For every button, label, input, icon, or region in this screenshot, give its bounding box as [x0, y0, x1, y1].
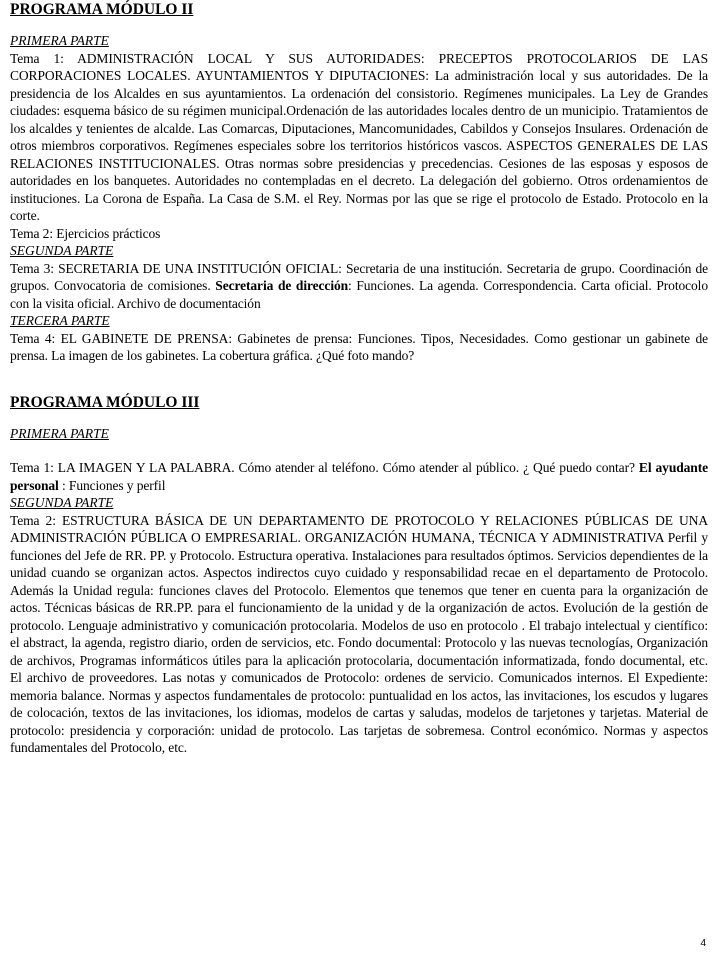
- module-2-tema-1: Tema 1: ADMINISTRACIÓN LOCAL Y SUS AUTORIDADES: PRECEPTOS PROTOCOLARIOS DE LAS CORPORACIONES LOCALES. AYUNTAMIENTOS Y DIPUTACIONES: La administración local y sus autoridades. De la presidencia de los Alcaldes en sus ayuntamientos. La ordenación del consistorio. Regímenes municipales. La Ley de Grandes ciudades: esquema básico de su régimen municipal.Ordenación de las autoridades locales dentro de un municipio. Tratamientos de los alcaldes y tenientes de alcalde. Las Comarcas, Diputaciones, Mancomunidades, Cabildos y Consejos Insulares. Ordenación de otros miembros corporativos. Regímenes especiales sobre los territorios históricos vascos. ASPECTOS GENERALES DE LAS RELACIONES INSTITUCIONALES. Otras normas sobre presidencias y precedencias. Cesiones de las esposas y esposos de autoridades en los banquetes. Autoridades no contempladas en el decreto. La delegación del gobierno. Otros ordenamientos de instituciones. La Corona de España. La Casa de S.M. el Rey. Normas por las que se rige el protocolo de Estado. Protocolo en la corte.: [10, 50, 708, 223]
- document-page: [10, 0, 708, 757]
- module-2-tema-3-text-c: : Funciones. La agenda. Correspondencia. Carta oficial. Protocolo con la visita oficial. Archivo de documentación: [10, 278, 708, 311]
- module-2-part-1-heading: PRIMERA PARTE: [10, 33, 109, 48]
- module-2-title: PROGRAMA MÓDULO II: [10, 1, 194, 18]
- module-3-part-1-heading: PRIMERA PARTE: [10, 425, 109, 441]
- module-2-part-3-heading: TERCERA PARTE: [10, 313, 110, 328]
- module-2-tema-2: Tema 2: Ejercicios prácticos: [10, 225, 161, 241]
- module-3-part-2-heading: SEGUNDA PARTE: [10, 495, 114, 510]
- page-number: 4: [700, 938, 706, 949]
- module-3-tema-1-text-c: : Funciones y perfil: [58, 477, 166, 493]
- module-2-tema-4: Tema 4: EL GABINETE DE PRENSA: Gabinetes de prensa: Funciones. Tipos, Necesidades. Como gestionar un gabinete de prensa. La imagen de los gabinetes. La cobertura gráfica. ¿Qué foto mando?: [10, 330, 708, 363]
- module-3-tema-2: Tema 2: ESTRUCTURA BÁSICA DE UN DEPARTAMENTO DE PROTOCOLO Y RELACIONES PÚBLICAS DE UNA ADMINISTRACIÓN PÚBLICA O EMPRESARIAL. ORGANIZACIÓN HUMANA, TÉCNICA Y ADMINISTRATIVA Perfil y funciones del Jefe de RR. PP. y Protocolo. Estructura operativa. Instalaciones para resultados óptimos. Servicios dependientes de la unidad cuando se organizan actos. Aspectos indirectos cuyo cuidado y responsabilidad recae en el departamento de Protocolo. Además la Unidad regula: funciones claves del Protocolo. Elementos que tenemos que tener en cuenta para la organización de actos. Técnicas básicas de RR.PP. para el funcionamiento de la unidad y de la organización de actos. Evolución de la gestión de protocolo. Lenguaje administrativo y comunicación protocolaria. Modelos de uso en protocolo . El trabajo intelectual y científico: el abstract, la agenda, registro diario, orden de servicios, etc. Fondo documental: Protocolo y las nuevas tecnologías, Organización de archivos, Programas informáticos útiles para la aplicación protocolaria, documentación informatizada, fondo documental, etc. El archivo de proveedores. Las notas y comunicados de Protocolo: ordenes de servicio. Comunicados internos. El Expediente: memoria balance. Normas y aspectos fundamentales de protocolo: puntualidad en los actos, las invitaciones, los escudos y lugares de colocación, textos de las invitaciones, los idiomas, modelos de cartas y saludas, modelos de tarjetones y tarjetas. Material de protocolo: presidencia y corporación: unidad de protocolo. Las tarjetas de sobremesa. Control económico. Normas y aspectos fundamentales del Protocolo, etc.: [10, 512, 708, 755]
- module-2-tema-3: [10, 260, 708, 313]
- module-2-tema-3-text-a: Tema 3: SECRETARIA DE UNA INSTITUCIÓN OFICIAL: Secretaria de una institución. Secretaria de grupo. Coordinación de grupos. Convocatoria de comisiones.: [10, 260, 708, 293]
- module-2-part-2-heading: SEGUNDA PARTE: [10, 243, 114, 258]
- module-3-tema-1-bold: El ayudante personal: [10, 460, 708, 493]
- module-2-tema-3-bold: Secretaria de dirección: [215, 278, 349, 293]
- module-3-title: PROGRAMA MÓDULO III: [10, 393, 200, 411]
- module-3-tema-1: [10, 459, 708, 494]
- module-3-tema-1-text-a: Tema 1: LA IMAGEN Y LA PALABRA. Cómo atender al teléfono. Cómo atender al público. ¿ Qué puedo contar?: [10, 460, 639, 475]
